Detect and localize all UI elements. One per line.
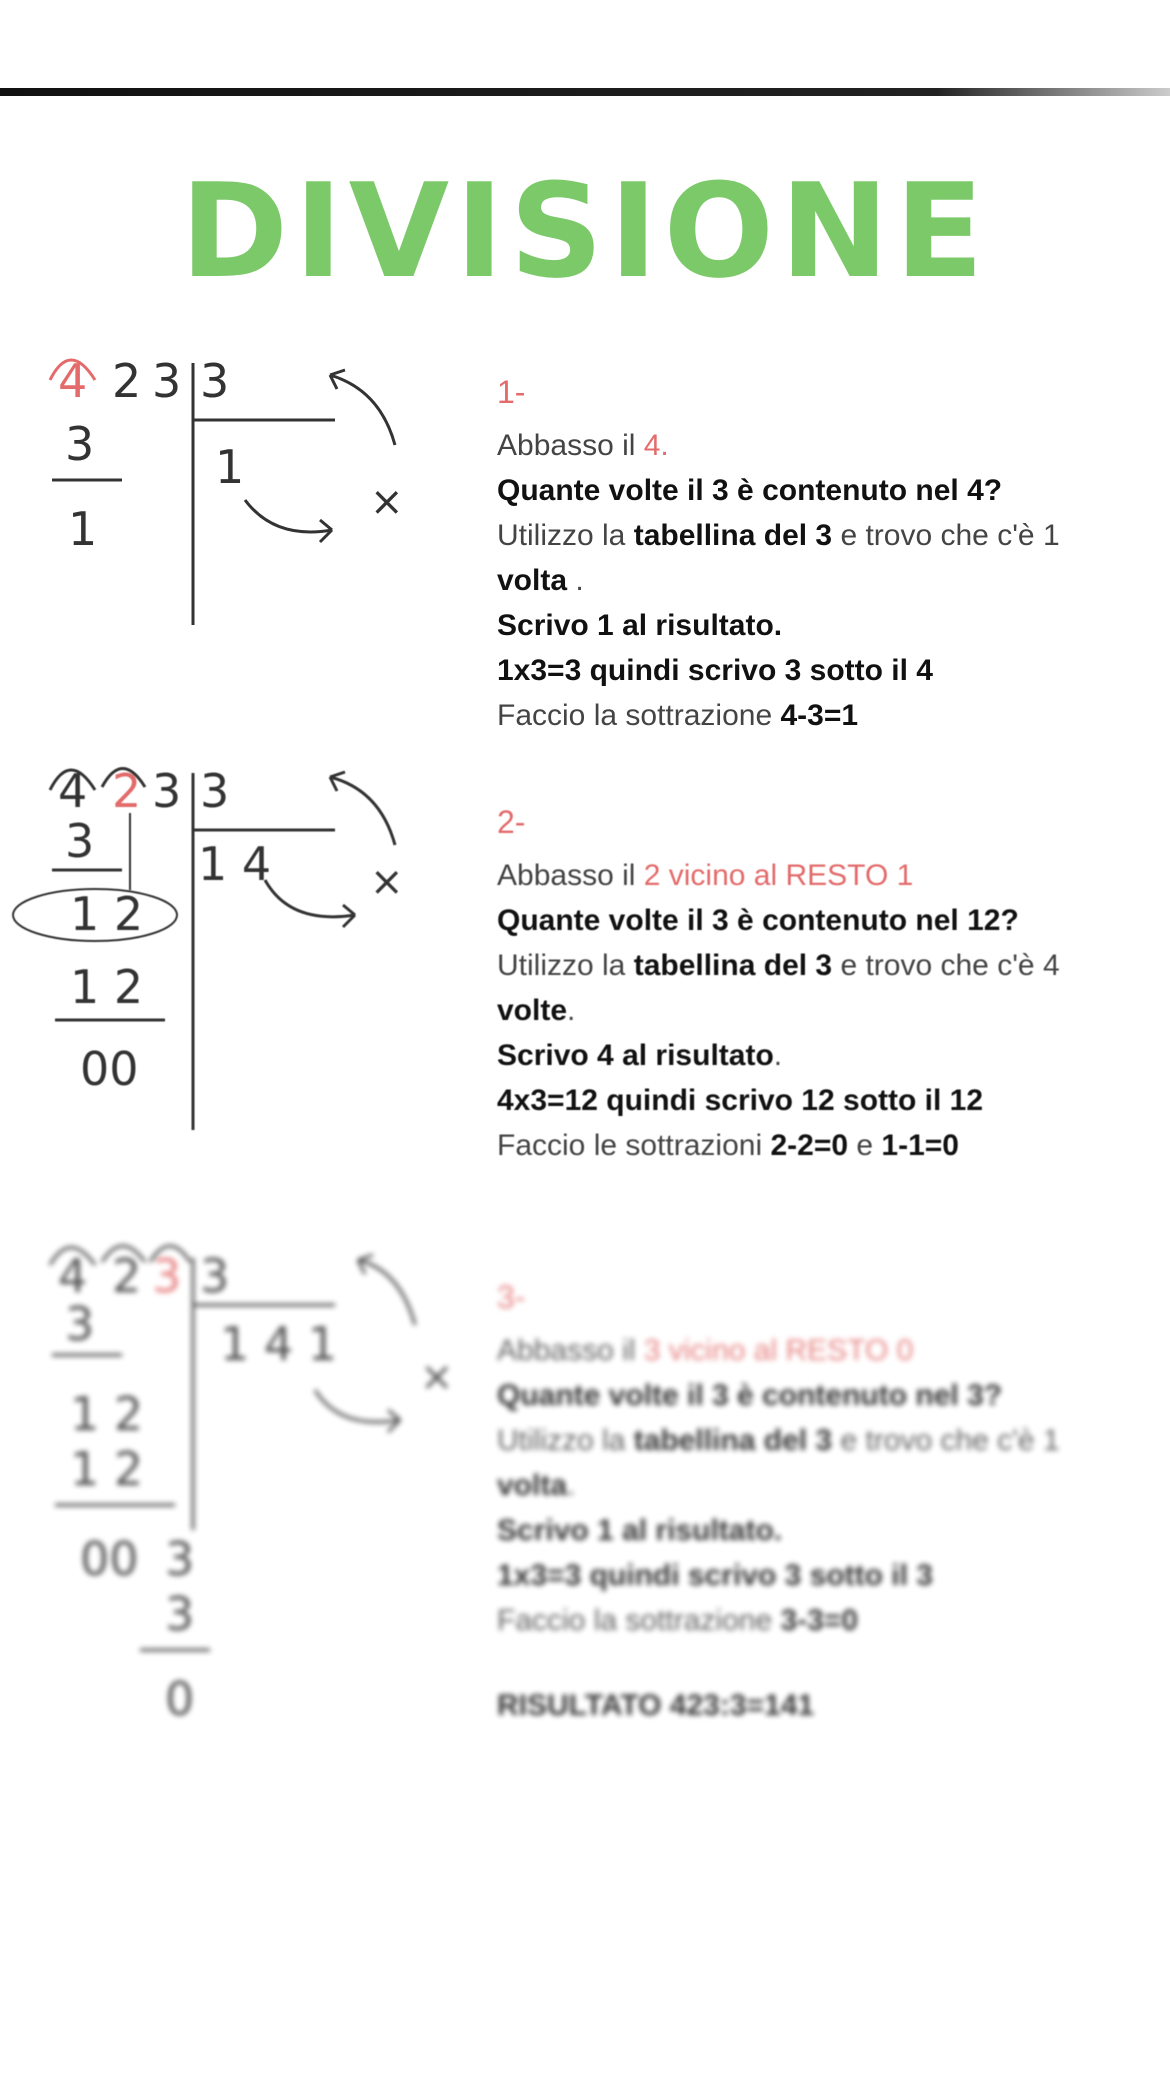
partial-row: 3	[65, 814, 95, 868]
partial-row: 1	[68, 502, 98, 556]
quotient: 1	[215, 440, 245, 494]
explanation-line: Abbasso il 3 vicino al RESTO 0	[497, 1334, 914, 1367]
partial-row: 3	[165, 1587, 195, 1641]
explanation-line: volta.	[497, 1469, 576, 1502]
step-explanation-3	[497, 1275, 1157, 1728]
dividend-digit: 3	[152, 354, 182, 408]
explanation-line: Utilizzo la tabellina del 3 e trovo che c'è 1	[497, 519, 1060, 552]
dividend-digit: 3	[152, 1249, 182, 1303]
dividend-digit: 3	[152, 764, 182, 818]
arrow-up-icon	[358, 1260, 415, 1325]
explanation-line: Quante volte il 3 è contenuto nel 4?	[497, 474, 1003, 507]
divisor: 3	[200, 764, 230, 818]
partial-row: 00	[80, 1532, 139, 1586]
dividend-digit: 2	[112, 764, 142, 818]
explanation-line: Abbasso il 2 vicino al RESTO 1	[497, 859, 914, 892]
times-icon: ×	[370, 479, 404, 525]
division-diagram-3	[40, 1230, 454, 1726]
explanation-line: Quante volte il 3 è contenuto nel 12?	[497, 904, 1019, 937]
dividend-digit: 4	[58, 354, 88, 408]
division-diagram-svg	[40, 1230, 454, 1730]
top-divider	[0, 88, 1170, 96]
explanation-line: Faccio la sottrazione 4-3=1	[497, 699, 859, 732]
divisor: 3	[200, 354, 230, 408]
quotient: 1 4	[198, 837, 272, 891]
partial-row: 1 2	[70, 1442, 144, 1496]
dividend-digit: 2	[112, 354, 142, 408]
explanation-line: RISULTATO 423:3=141	[497, 1689, 815, 1722]
explanation-line: volta .	[497, 564, 584, 597]
dividend-digit: 4	[58, 764, 88, 818]
explanation-line: Scrivo 1 al risultato.	[497, 609, 783, 642]
explanation-line: 4x3=12 quindi scrivo 12 sotto il 12	[497, 1084, 984, 1117]
partial-row: 3	[65, 1297, 95, 1351]
partial-row: 3	[65, 417, 95, 471]
page-title: DIVISIONE	[180, 155, 990, 307]
partial-row: 1 2	[70, 1387, 144, 1441]
explanation-line: Quante volte il 3 è contenuto nel 3?	[497, 1379, 1003, 1412]
partial-row: 00	[80, 1042, 139, 1096]
partial-row: 3	[165, 1532, 195, 1586]
partial-row: 0	[165, 1672, 195, 1726]
divisor: 3	[200, 1249, 230, 1303]
step-number: 3-	[497, 1279, 526, 1315]
explanation-line: Abbasso il 4.	[497, 429, 669, 462]
division-diagram-svg	[40, 745, 440, 1145]
explanation-line: Scrivo 4 al risultato.	[497, 1039, 783, 1072]
arrow-right-icon	[245, 500, 332, 532]
explanation-line: Scrivo 1 al risultato.	[497, 1514, 783, 1547]
explanation-line	[497, 1643, 1157, 1683]
dividend-digit: 2	[112, 1249, 142, 1303]
step-number: 1-	[497, 374, 526, 410]
partial-row: 1 2	[70, 960, 144, 1014]
times-icon: ×	[420, 1354, 454, 1400]
times-icon: ×	[370, 859, 404, 905]
dividend-digit: 4	[58, 1249, 88, 1303]
arrow-up-icon	[330, 777, 395, 845]
explanation-line: volte.	[497, 994, 576, 1027]
step-number: 2-	[497, 804, 526, 840]
arrow-right-icon	[315, 1390, 400, 1422]
partial-row: 1 2	[70, 887, 144, 941]
step-explanation-1	[497, 370, 1157, 738]
explanation-line: Faccio la sottrazione 3-3=0	[497, 1604, 859, 1637]
arrow-up-icon	[330, 375, 395, 445]
step-explanation-2	[497, 800, 1157, 1168]
division-diagram-svg	[40, 335, 440, 655]
division-diagram-2	[40, 745, 440, 1105]
explanation-line: 1x3=3 quindi scrivo 3 sotto il 3	[497, 1559, 933, 1592]
division-diagram-1	[40, 335, 440, 695]
arrow-right-icon	[265, 880, 355, 917]
explanation-line: Utilizzo la tabellina del 3 e trovo che c'è 4	[497, 949, 1060, 982]
explanation-line: 1x3=3 quindi scrivo 3 sotto il 4	[497, 654, 933, 687]
quotient: 1 4 1	[220, 1317, 338, 1371]
explanation-line: Faccio le sottrazioni 2-2=0 e 1-1=0	[497, 1129, 959, 1162]
explanation-line: Utilizzo la tabellina del 3 e trovo che c'è 1	[497, 1424, 1060, 1457]
